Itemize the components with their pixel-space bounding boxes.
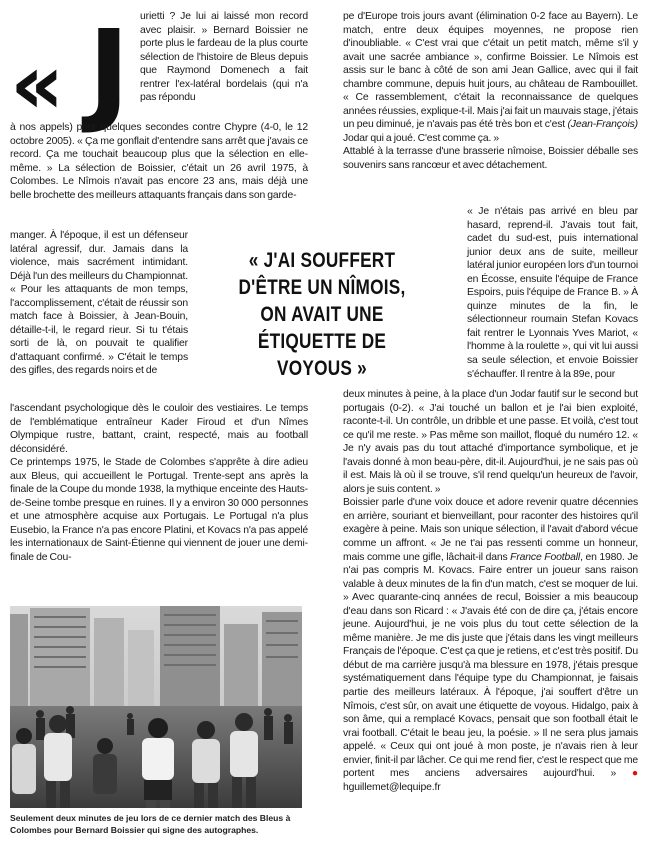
- paragraph: Boissier parle d'une voix douce et adore revenir quatre décennies en arrière, souriant et bienveillant, pour raconter des histoires qu'il exagère à peine. Mais son unique sélection, il l'avait d'abord vécue comme un affront. « Je ne t'ai pas ressenti comme un honneur, mais comme une gifle, lâchait-il dans France Football, en 1980. Je n'ai pas compris M. Kovacs. Faire entrer un joueur sans raison valable à deux minutes de la fin d'un match, c'est se moquer de lui. » Avec quarante-cinq années de recul, Boissier a mis beaucoup d'eau dans son Ricard : « J'avais été con de dire ça, j'étais encore jeune. Aujourd'hui, je ne vois plus du tout cette sélection de la même manière. Je me dis juste que j'étais dans les vingt meilleurs Français de l'époque. C'est ça que je retiens, et c'est très positif. Du début de ma carrière jusqu'à ma blessure en 1978, j'étais presque systématiquement dans l'équipe type du Championnat, je faisais partie des meilleurs latéraux. À l'époque, j'ai souffert d'être un Nîmois, c'est sûr, on avait une étiquette de voyous. Hidalgo, paix à son âme, qui a remplacé Kovacs, pensait que son football était le vrai football. C'était le beau jeu, la poésie. » Il ne sera plus jamais appelé. « Ceux qui ont joué à mon poste, je n'avais rien à leur envier, finit-il par lâcher. Ce qui me rend fier, c'est le respect que me portent mes anciens adversaires aujourd'hui. » ● hguillemet@lequipe.fr: [343, 497, 639, 793]
- paragraph: deux minutes à peine, à la place d'un Jodar fautif sur le second but portugais (0-2). « J'ai touché un ballon et je l'ai bien exploité, raconte-t-il. Un contrôle, un dribble et une passe. Et voilà, c'est tout ce qu'il me reste. » Pas même son maillot, floqué du numéro 12. « Je n'y avais pas du tout attaché d'importance symbolique, et je l'avais donné à mon beau-père, dit-il. Aujourd'hui, je ne sais pas où il est. Mais là où il se trouve, s'il rend quelqu'un heureux de l'avoir, alors je suis content. »: [343, 389, 638, 495]
- article-column-2-wrap: « Je n'étais pas arrivé en bleu par hasard, reprend-il. J'avais tout fait, cadet du sud-est, puis international junior deux ans de suite, meilleur latéral junior européen lors d'un tournoi en Écosse, ensuite l'équipe de France Espoirs, puis l'équipe de France B. » À quinze minutes de la fin, le sélectionneur roumain Stefan Kovacs fait rentrer le Lyonnais Yves Mariot, « l'homme à la roulette », qui vit lui aussi sa seule sélection, et envoie Boissier s'échauffer. Il rentre à la 89e, pour: [467, 206, 638, 380]
- article-intro: urietti ? Je lui ai laissé mon record avec plaisir. » Bernard Boissier ne porte plus le fardeau de la plus courte sélection de l'histoire de Bleus depuis que Raymond Domenech a fait rentrer l'ex-latéral bordelais (qui n'a pas répondu: [140, 11, 308, 104]
- author-email[interactable]: hguillemet@lequipe.fr: [343, 781, 441, 793]
- article-column-1-bottom: [10, 402, 308, 565]
- paragraph: Ce printemps 1975, le Stade de Colombes s'apprête à dire adieu aux Bleus, qui accueillent le Portugal. Trente-sept ans après la finale de la Coupe du monde 1938, la mythique enceinte des Hauts-de-Seine tombe presque en ruines. Il y a environ 30 000 personnes et une atmosphère acquise aux Portugais. Le Portugal n'a plus Eusebio, la France n'a pas encore Platini, et Kovacs n'a pas appelé les internationaux de Saint-Étienne qui viennent de jouer une demi-finale de Cou-: [10, 457, 308, 564]
- bullet-icon: ●: [631, 768, 638, 780]
- pull-quote: « J'AI SOUFFERT D'ÊTRE UN NÎMOIS, ON AVAIT UNE ÉTIQUETTE DE VOYOUS »: [238, 249, 406, 380]
- photo-caption: Seulement deux minutes de jeu lors de ce dernier match des Bleus à Colombes pour Bernard Boissier qui signe des autographes.: [10, 813, 291, 835]
- paragraph: pe d'Europe trois jours avant (élimination 0-2 face au Bayern). Le match, entre deux équipes moyennes, ne propose rien d'inoubliable. « C'est vrai que c'était un petit match, même s'il y avait une sacrée ambiance », confirme Boissier. Le Nîmois est assis sur le banc à côté de son ami Jean Gallice, avec qui il fait chambre commune, depuis huit jours, au château de Rambouillet. « Ce rassemblement, c'était la reconnaissance de quelques années réussies, explique-t-il. Mais j'ai fait un mauvais stage, j'étais un peu diminué, je n'avais pas été très bon et c'est (Jean-François) Jodar qui a joué. C'est comme ça. »: [343, 11, 638, 144]
- article-column-1-top: à nos appels) pour quelques secondes contre Chypre (4-0, le 12 octobre 2005). « Ça me gonflait d'entendre sans arrêt que j'avais ce record. Ça me touchait beaucoup plus que la sélection en elle-même. » La sélection de Boissier, c'était un 26 avril 1975, à Colombes. Le Nîmois n'avait pas encore 23 ans, mais déjà une belle brochette des meilleurs attaquants français dans son garde-: [10, 122, 308, 201]
- article-column-2-bottom: [343, 388, 638, 794]
- article-column-1-wrap: manger. À l'époque, il est un défenseur latéral agressif, dur. Jamais dans la violence, mais sacrément intimidant. Déjà l'un des meilleurs du Championnat. « Pour les attaquants de mon temps, l'accomplissement, c'était de réussir son match face à Boissier, à Jean-Bouin, détaille-t-il, le regard rieur. Si tu t'étais sorti de là, on pouvait te qualifier d'attaquant confirmé. » C'était le temps des gifles, des regards noirs et de: [10, 230, 188, 377]
- article-column-2-top: [343, 10, 638, 173]
- drop-cap: « J: [10, 7, 130, 137]
- paragraph: Attablé à la terrasse d'une brasserie nîmoise, Boissier déballe ses souvenirs sans rancœur et avec détachement.: [343, 146, 638, 172]
- match-photo: [10, 606, 302, 808]
- paragraph: l'ascendant psychologique dès le couloir des vestiaires. Le temps de l'emblématique entraîneur Kader Firoud et d'un Nîmes Olympique rustre, battant, craint, respecté, mais au football déconsidéré.: [10, 403, 308, 455]
